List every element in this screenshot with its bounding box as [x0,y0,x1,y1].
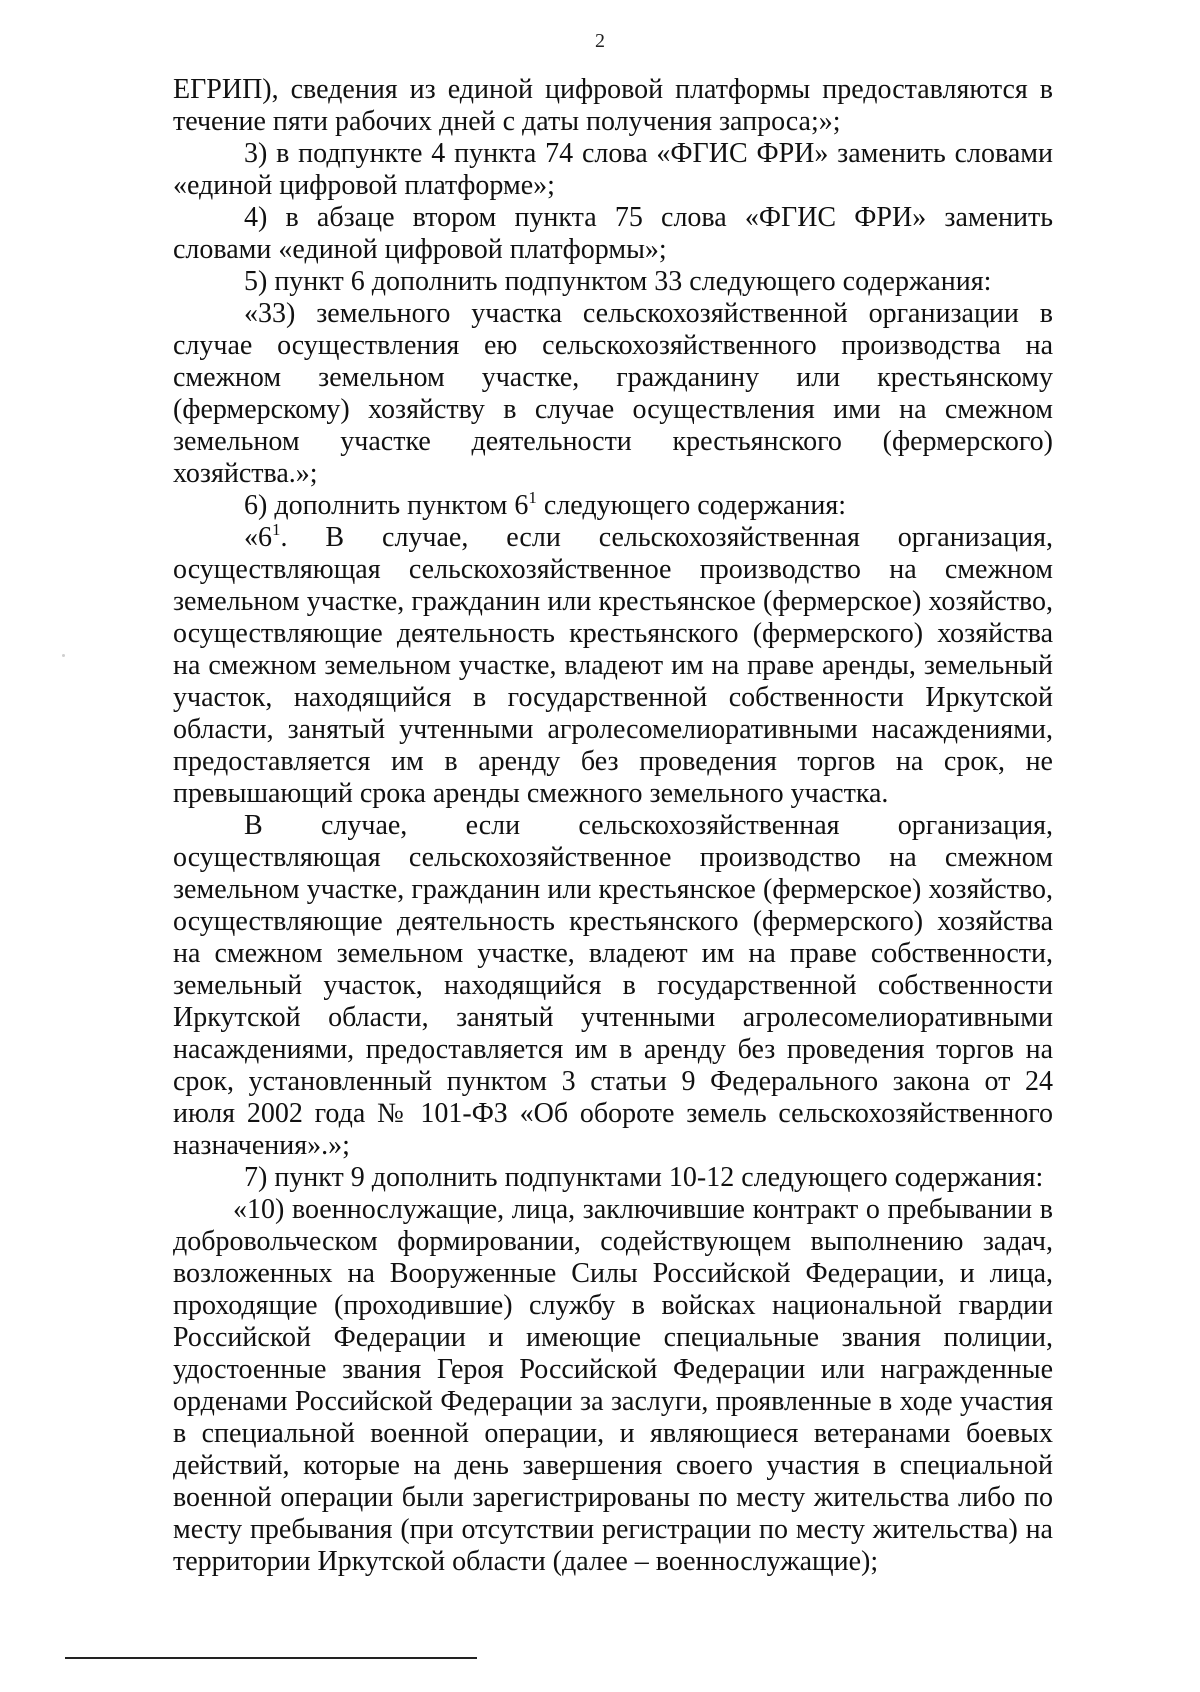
clause-6-1-text: «6 [244,522,272,553]
clause-6-1-text-tail: . В случае, если сельскохозяйственная организация, осуществляющая сельскохозяйственное производство на смежном земельном участке, гражданин или крестьянское (фермерское) хозяйство, осуществляющие деятельность крестьянского (фермерского) хозяйства на смежном земельном участке, владеют им на праве аренды, земельный участок, находящийся в государственной собственности Иркутской области, занятый учтенными агролесомелиоративными насаждениями, предоставляется им в аренду без проведения торгов на срок, не превышающий срока аренды смежного земельного участка. [173,522,1053,809]
paragraph-subitem-10: «10) военнослужащие, лица, заключившие контракт о пребывании в добровольческом формировании, содействующем выполнению задач, возложенных на Вооруженные Силы Российской Федерации, и лица, проходящие (проходившие) службу в войсках национальной гвардии Российской Федерации и имеющие специальные звания полиции, удостоенные звания Героя Российской Федерации или награжденные орденами Российской Федерации за заслуги, проявленные в ходе участия в специальной военной операции, и являющиеся ветеранами боевых действий, которые на день завершения своего участия в специальной военной операции были зарегистрированы по месту жительства либо по месту пребывания (при отсутствии регистрации по месту жительства) на территории Иркутской области (далее – военнослужащие); [173,1194,1053,1577]
paragraph-item-6-text-tail: следующего содержания: [536,490,846,521]
superscript: 1 [272,520,281,539]
paragraph-item-6 [173,490,1053,522]
scan-artifact [62,654,65,657]
paragraph-item-6-text: 6) дополнить пунктом 6 [244,490,529,521]
superscript: 1 [528,488,537,507]
paragraph-clause-6-1 [173,522,1053,810]
paragraph-item-5: 5) пункт 6 дополнить подпунктом 33 следующего содержания: [244,266,992,297]
page-number: 2 [595,30,605,52]
paragraph-item-4: 4) в абзаце втором пункта 75 слова «ФГИС ФРИ» заменить словами «единой цифровой платформы»; [173,202,1053,265]
paragraph-clause-6-1-second: В случае, если сельскохозяйственная организация, осуществляющая сельскохозяйственное производство на смежном земельном участке, гражданин или крестьянское (фермерское) хозяйство, осуществляющие деятельность крестьянского (фермерского) хозяйства на смежном земельном участке, владеют им на праве собственности, земельный участок, находящийся в государственной собственности Иркутской области, занятый учтенными агролесомелиоративными насаждениями, предоставляется им в аренду без проведения торгов на срок, установленный пунктом 3 статьи 9 Федерального закона от 24 июля 2002 года № 101-ФЗ «Об обороте земель сельскохозяйственного назначения».»; [173,810,1053,1161]
paragraph-item-3: 3) в подпункте 4 пункта 74 слова «ФГИС ФРИ» заменить словами «единой цифровой платформе»; [173,138,1053,201]
paragraph-continuation: ЕГРИП), сведения из единой цифровой платформы предоставляются в течение пяти рабочих дней с даты получения запроса;»; [173,74,1053,137]
paragraph-item-7: 7) пункт 9 дополнить подпунктами 10-12 следующего содержания: [244,1162,1044,1193]
footnote-divider [65,1657,477,1659]
document-body [173,74,1053,1578]
paragraph-subitem-33: «33) земельного участка сельскохозяйственной организации в случае осуществления ею сельскохозяйственного производства на смежном земельном участке, гражданину или крестьянскому (фермерскому) хозяйству в случае осуществления ими на смежном земельном участке деятельности крестьянского (фермерского) хозяйства.»; [173,298,1053,489]
